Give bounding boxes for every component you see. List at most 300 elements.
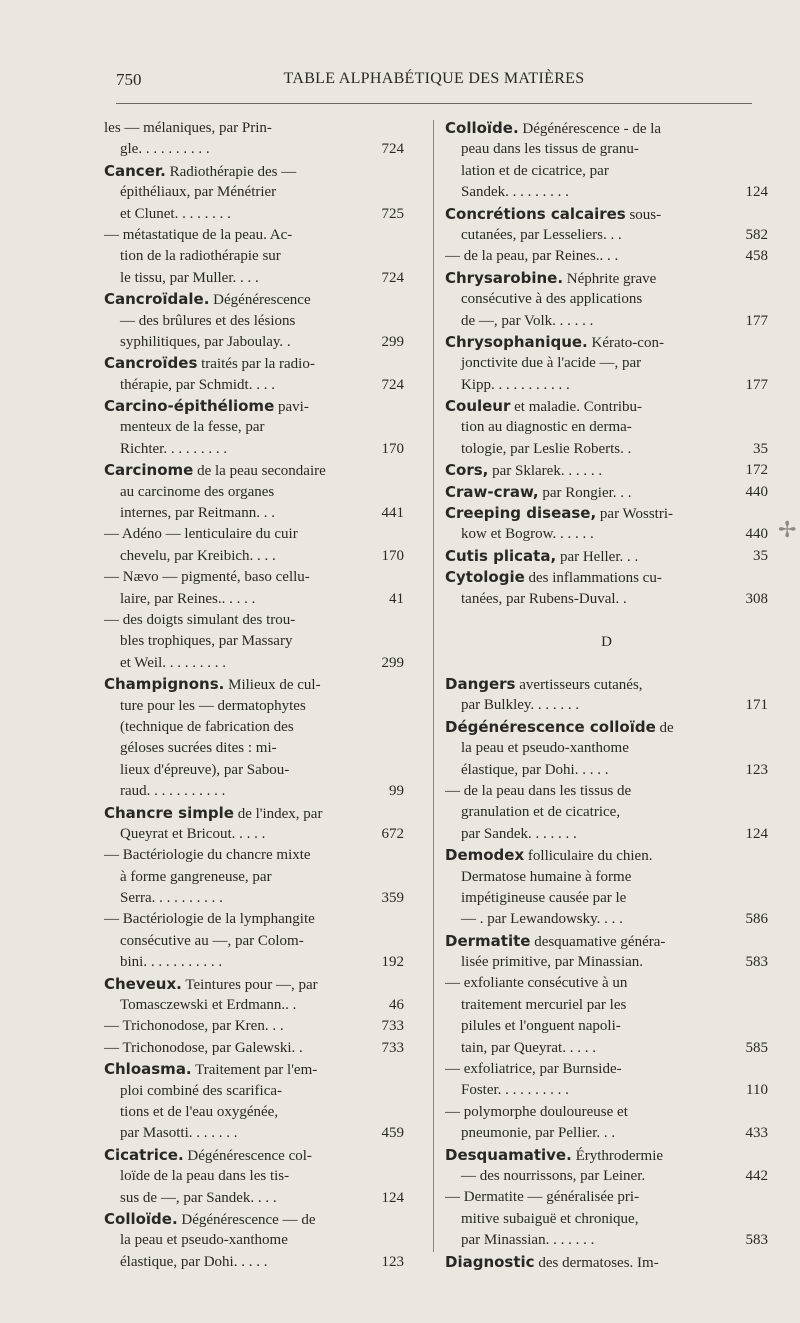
entry-text: Dermatose humaine à forme [461, 868, 632, 885]
entry-line [104, 524, 404, 545]
index-entry [104, 974, 404, 1017]
entry-page-number: 459 [381, 1125, 404, 1142]
entry-text: Sandek. . . . . . . . . [461, 184, 569, 201]
entry-heading: Craw-craw, [445, 482, 539, 501]
entry-line [104, 653, 404, 674]
entry-line [445, 482, 768, 503]
entry-text: tanées, par Rubens-Duval. . [461, 590, 627, 607]
entry-line [445, 1166, 768, 1187]
entry-line [104, 375, 404, 396]
entry-text: ploi combiné des scarifica- [120, 1082, 283, 1099]
entry-text: — Dermatite — généralisée pri- [445, 1189, 640, 1206]
entry-page-number: 192 [381, 954, 404, 971]
entry-line [104, 1252, 404, 1273]
index-entry [445, 1059, 768, 1102]
entry-text: sous- [625, 206, 662, 223]
entry-line [104, 268, 404, 289]
entry-line [104, 460, 404, 481]
entry-text: Tomasczewski et Erdmann.. . [120, 997, 297, 1014]
entry-heading: Demodex [445, 846, 525, 865]
entry-page-number: 733 [381, 1039, 404, 1056]
entry-line [104, 1188, 404, 1209]
entry-page-number: 124 [745, 825, 768, 842]
entry-text: desquamative généra- [530, 933, 666, 950]
entry-line [104, 867, 404, 888]
entry-line [104, 204, 404, 225]
entry-text: — Trichonodose, par Kren. . . [104, 1018, 284, 1035]
header-rule [116, 103, 752, 104]
index-entry [104, 118, 404, 161]
entry-line [104, 738, 404, 759]
index-entry [445, 781, 768, 845]
entry-text: laire, par Reines.. . . . . [120, 590, 256, 607]
entry-text: Queyrat et Bricout. . . . . [120, 825, 266, 842]
entry-line [104, 1209, 404, 1230]
entry-text: à forme gangreneuse, par [120, 868, 272, 885]
index-entry [445, 332, 768, 396]
entry-text: des dermatoses. Im- [534, 1254, 659, 1271]
entry-page-number: 440 [745, 483, 768, 500]
entry-text: Kérato-con- [587, 334, 664, 351]
entry-heading: Cancer. [104, 161, 166, 180]
entry-line [445, 845, 768, 866]
entry-line [104, 1123, 404, 1144]
entry-text: — exfoliatrice, par Burnside- [445, 1061, 622, 1078]
entry-line [104, 482, 404, 503]
entry-page-number: 724 [381, 376, 404, 393]
entry-text: lieux d'épreuve), par Sabou- [120, 761, 290, 778]
entry-line [445, 888, 768, 909]
entry-text: Dégénérescence [209, 292, 311, 309]
index-entry [104, 674, 404, 802]
entry-text: ture pour les — dermatophytes [120, 697, 306, 714]
entry-heading: Dermatite [445, 931, 531, 950]
entry-text: par Masotti. . . . . . . [120, 1125, 238, 1142]
entry-line [445, 1187, 768, 1208]
entry-page-number: 124 [745, 184, 768, 201]
entry-heading: Couleur [445, 397, 511, 416]
section-letter: D [601, 633, 612, 650]
index-entry [104, 567, 404, 610]
entry-line [104, 1059, 404, 1080]
entry-page-number: 442 [745, 1167, 768, 1184]
entry-text: — de la peau dans les tissus de [445, 782, 632, 799]
index-entry [104, 909, 404, 973]
index-entry [104, 1145, 404, 1209]
entry-text: Kipp. . . . . . . . . . . [461, 376, 570, 393]
entry-text: par Sandek. . . . . . . [461, 825, 577, 842]
entry-text: de [655, 719, 674, 736]
entry-heading: Colloïde. [445, 119, 519, 137]
entry-page-number: 582 [745, 226, 768, 243]
entry-page-number: 585 [745, 1039, 768, 1056]
entry-page-number: 170 [381, 547, 404, 564]
entry-page-number: 433 [745, 1125, 768, 1142]
entry-heading: Creeping disease, [445, 504, 597, 523]
entry-line [445, 567, 768, 588]
entry-text: cutanées, par Lesseliers. . . [461, 226, 622, 243]
entry-line [445, 161, 768, 182]
entry-text: menteux de la fesse, par [120, 419, 265, 436]
entry-line [104, 995, 404, 1016]
entry-text: gle. . . . . . . . . . [120, 141, 210, 158]
entry-line [445, 268, 768, 289]
entry-line [104, 567, 404, 588]
entry-page-number: 308 [745, 590, 768, 607]
entry-line [104, 417, 404, 438]
entry-line [445, 546, 768, 567]
entry-line [104, 1166, 404, 1187]
entry-line [104, 589, 404, 610]
entry-line [104, 246, 404, 267]
entry-text: de —, par Volk. . . . . . [461, 312, 594, 329]
entry-line [445, 460, 768, 481]
entry-page-number: 35 [753, 440, 768, 457]
right-column [445, 118, 768, 1273]
entry-line [104, 781, 404, 802]
column-divider [433, 120, 434, 1252]
entry-text: Dégénérescence — de [177, 1211, 316, 1228]
entry-line [445, 1209, 768, 1230]
entry-page-number: 172 [745, 462, 768, 479]
entry-line [445, 973, 768, 994]
entry-text: loïde de la peau dans les tis- [120, 1168, 290, 1185]
entry-text: bles trophiques, par Massary [120, 633, 293, 650]
entry-page-number: 583 [745, 954, 768, 971]
entry-line [104, 909, 404, 930]
paper-blemish-icon: ✢ [778, 518, 797, 543]
entry-line [104, 1145, 404, 1166]
entry-text: la peau et pseudo-xanthome [461, 740, 629, 757]
index-entry [445, 567, 768, 610]
entry-text: pavi- [274, 399, 309, 416]
index-entry [445, 845, 768, 931]
entry-heading: Cors, [445, 461, 489, 480]
entry-text: Teintures pour —, par [181, 976, 318, 993]
entry-heading: Chancre simple [104, 803, 234, 822]
entry-line [445, 396, 768, 417]
entry-page-number: 733 [381, 1018, 404, 1035]
entry-line [445, 375, 768, 396]
entry-page-number: 170 [381, 440, 404, 457]
entry-page-number: 124 [381, 1189, 404, 1206]
entry-text: Milieux de cul- [224, 677, 321, 694]
entry-text: — des nourrissons, par Leiner. [461, 1167, 646, 1184]
entry-text: tologie, par Leslie Roberts. . [461, 440, 632, 457]
entry-text: tion de la radiothérapie sur [120, 248, 281, 265]
entry-line [445, 1038, 768, 1059]
entry-heading: Carcino-épithéliome [104, 397, 275, 416]
index-entry [445, 717, 768, 781]
entry-text: par Wosstri- [596, 506, 674, 523]
entry-line [104, 439, 404, 460]
entry-text: Radiothérapie des — [165, 163, 297, 180]
entry-line [104, 161, 404, 182]
entry-text: par Rongier. . . [538, 484, 632, 501]
entry-line [445, 1080, 768, 1101]
index-entry [445, 396, 768, 460]
index-entry [445, 1145, 768, 1188]
index-entry [104, 353, 404, 396]
entry-line [445, 1145, 768, 1166]
entry-line [445, 311, 768, 332]
entry-text: chevelu, par Kreibich. . . . [120, 547, 276, 564]
entry-line [445, 439, 768, 460]
index-entry [104, 289, 404, 353]
left-column [104, 118, 404, 1273]
entry-text: pneumonie, par Pellier. . . [461, 1125, 616, 1142]
entry-text: — des brûlures et des lésions [120, 312, 296, 329]
entry-text: bini. . . . . . . . . . . [120, 954, 223, 971]
index-entry [445, 931, 768, 974]
entry-text: — métastatique de la peau. Ac- [104, 226, 293, 243]
entry-page-number: 299 [381, 333, 404, 350]
entry-text: par Bulkley. . . . . . . [461, 697, 580, 714]
entry-text: — des doigts simulant des trou- [104, 611, 296, 628]
entry-heading: Cytologie [445, 568, 525, 587]
entry-page-number: 123 [381, 1253, 404, 1270]
entry-page-number: 359 [381, 890, 404, 907]
entry-text: de la peau secondaire [193, 463, 326, 480]
entry-page-number: 177 [745, 312, 768, 329]
entry-heading: Cutis plicata, [445, 546, 557, 565]
entry-line [445, 867, 768, 888]
entry-page-number: 440 [745, 526, 768, 543]
entry-heading: Chrysarobine. [445, 268, 564, 287]
entry-line [104, 503, 404, 524]
entry-line [104, 696, 404, 717]
entry-heading: Concrétions calcaires [445, 204, 626, 223]
entry-line [445, 1102, 768, 1123]
entry-heading: Dangers [445, 674, 516, 693]
entry-heading: Cheveux. [104, 974, 182, 993]
entry-line [104, 311, 404, 332]
index-entry [445, 973, 768, 1059]
entry-line [445, 353, 768, 374]
entry-text: — . par Lewandowsky. . . . [461, 911, 623, 928]
entry-text: — Bactériologie du chancre mixte [104, 847, 311, 864]
entry-line [104, 225, 404, 246]
entry-line [104, 888, 404, 909]
entry-heading: Dégénérescence colloïde [445, 717, 656, 736]
entry-heading: Chloasma. [104, 1060, 192, 1079]
entry-text: — Nævo — pigmenté, baso cellu- [104, 569, 310, 586]
entry-text: Dégénérescence col- [183, 1147, 312, 1164]
entry-heading: Colloïde. [104, 1209, 178, 1228]
entry-page-number: 672 [381, 825, 404, 842]
entry-text: peau dans les tissus de granu- [461, 141, 639, 158]
entry-line [104, 717, 404, 738]
entry-text: avertisseurs cutanés, [515, 676, 643, 693]
entry-line [104, 1230, 404, 1251]
index-entry [104, 225, 404, 289]
entry-text: — Trichonodose, par Galewski. . [104, 1039, 303, 1056]
entry-text: tain, par Queyrat. . . . . [461, 1039, 596, 1056]
entry-line [104, 824, 404, 845]
entry-heading: Cancroïdale. [104, 290, 210, 309]
entry-line [445, 332, 768, 353]
entry-text: Dégénérescence - de la [518, 121, 662, 137]
index-entry [104, 161, 404, 225]
entry-text: des inflammations cu- [524, 570, 662, 587]
entry-line [445, 695, 768, 716]
entry-line [104, 931, 404, 952]
index-entry [445, 246, 768, 267]
entry-text: au carcinome des organes [120, 483, 275, 500]
entry-text: Richter. . . . . . . . . [120, 440, 228, 457]
entry-line [445, 717, 768, 738]
entry-page-number: 46 [389, 997, 404, 1014]
entry-line [445, 118, 768, 139]
entry-text: jonctivite due à l'acide —, par [461, 355, 642, 372]
entry-line [445, 589, 768, 610]
entry-page-number: 725 [381, 205, 404, 222]
entry-text: kow et Bogrow. . . . . . [461, 526, 594, 543]
entry-line [445, 1016, 768, 1037]
entry-line [445, 139, 768, 160]
entry-text: de l'index, par [233, 805, 323, 822]
entry-line [445, 995, 768, 1016]
entry-text: thérapie, par Schmidt. . . . [120, 376, 275, 393]
entry-line [445, 246, 768, 267]
entry-text: consécutive au —, par Colom- [120, 932, 304, 949]
entry-page-number: 583 [745, 1232, 768, 1249]
index-entry [104, 610, 404, 674]
index-entry [445, 503, 768, 546]
entry-page-number: 41 [389, 590, 404, 607]
index-entry [445, 1187, 768, 1251]
entry-text: et maladie. Contribu- [510, 399, 643, 416]
entry-text: syphilitiques, par Jaboulay. . [120, 333, 291, 350]
entry-line [104, 974, 404, 995]
entry-text: Néphrite grave [563, 270, 657, 287]
index-entry [104, 396, 404, 460]
entry-line [445, 1123, 768, 1144]
index-entry [104, 845, 404, 909]
index-entry [445, 1102, 768, 1145]
entry-line [104, 803, 404, 824]
index-entry [104, 524, 404, 567]
entry-heading: Chrysophanique. [445, 332, 588, 351]
entry-text: sus de —, par Sandek. . . . [120, 1189, 277, 1206]
entry-text: épithéliaux, par Ménétrier [120, 184, 277, 201]
entry-text: par Minassian. . . . . . . [461, 1232, 595, 1249]
entry-text: lation et de cicatrice, par [461, 162, 609, 179]
index-entry [445, 118, 768, 204]
entry-heading: Champignons. [104, 675, 225, 694]
entry-text: et Weil. . . . . . . . . [120, 654, 227, 671]
entry-text: tions et de l'eau oxygénée, [120, 1103, 279, 1120]
index-entry [445, 204, 768, 247]
entry-line [104, 1102, 404, 1123]
entry-line [104, 396, 404, 417]
index-entry [104, 1209, 404, 1273]
running-header [116, 70, 752, 96]
entry-page-number: 299 [381, 654, 404, 671]
index-entry [104, 1059, 404, 1145]
entry-line [104, 610, 404, 631]
entry-line [445, 952, 768, 973]
entry-text: la peau et pseudo-xanthome [120, 1232, 288, 1249]
entry-line [445, 1252, 768, 1273]
index-entry [104, 1038, 404, 1059]
entry-line [104, 952, 404, 973]
entry-line [104, 182, 404, 203]
entry-page-number: 177 [745, 376, 768, 393]
entry-text: lisée primitive, par Minassian. [461, 954, 644, 971]
entry-text: consécutive à des applications [461, 291, 643, 308]
entry-line [445, 931, 768, 952]
entry-line [445, 1059, 768, 1080]
entry-heading: Carcinome [104, 461, 194, 480]
entry-text: élastique, par Dohi. . . . . [120, 1253, 268, 1270]
entry-line [445, 289, 768, 310]
index-entry [104, 460, 404, 524]
entry-line [104, 139, 404, 160]
entry-line [445, 824, 768, 845]
entry-line [445, 674, 768, 695]
entry-text: folliculaire du chien. [524, 848, 653, 865]
entry-line [445, 417, 768, 438]
entry-heading: Cicatrice. [104, 1145, 184, 1164]
entry-line [445, 738, 768, 759]
entry-line [104, 631, 404, 652]
index-entry [445, 674, 768, 717]
index-entry [445, 546, 768, 567]
entry-page-number: 35 [753, 547, 768, 564]
entry-text: géloses sucrées dites : mi- [120, 740, 277, 757]
entry-text: — Adéno — lenticulaire du cuir [104, 526, 298, 543]
entry-text: tion au diagnostic en derma- [461, 419, 632, 436]
entry-text: par Heller. . . [556, 548, 639, 565]
entry-text: — de la peau, par Reines.. . . [445, 248, 619, 265]
entry-line [445, 909, 768, 930]
index-entry [445, 1252, 768, 1273]
entry-line [445, 503, 768, 524]
entry-page-number: 441 [381, 505, 404, 522]
entry-line [104, 289, 404, 310]
entry-text: Érythrodermie [571, 1147, 664, 1164]
entry-line [104, 1016, 404, 1037]
entry-line [445, 204, 768, 225]
entry-line [104, 118, 404, 139]
running-title: TABLE ALPHABÉTIQUE DES MATIÈRES [283, 70, 585, 87]
entry-heading: Cancroïdes [104, 354, 198, 373]
entry-line [104, 546, 404, 567]
entry-text: raud. . . . . . . . . . . [120, 783, 226, 800]
entry-text: traités par la radio- [197, 356, 315, 373]
entry-text: Traitement par l'em- [191, 1062, 318, 1079]
entry-text: — polymorphe douloureuse et [445, 1103, 628, 1120]
entry-line [445, 524, 768, 545]
entry-line [445, 1230, 768, 1251]
entry-text: impétigineuse causée par le [461, 889, 627, 906]
entry-line [104, 674, 404, 695]
entry-line [445, 802, 768, 823]
page-number: 750 [116, 70, 142, 89]
index-entry [445, 268, 768, 332]
entry-line [104, 1081, 404, 1102]
entry-text: pilules et l'onguent napoli- [461, 1018, 621, 1035]
entry-page-number: 458 [745, 248, 768, 265]
entry-line [104, 1038, 404, 1059]
entry-line [445, 182, 768, 203]
entry-line [104, 845, 404, 866]
entry-line [104, 332, 404, 353]
entry-page-number: 586 [745, 911, 768, 928]
entry-line [445, 225, 768, 246]
entry-text: Foster. . . . . . . . . . [461, 1082, 569, 1099]
